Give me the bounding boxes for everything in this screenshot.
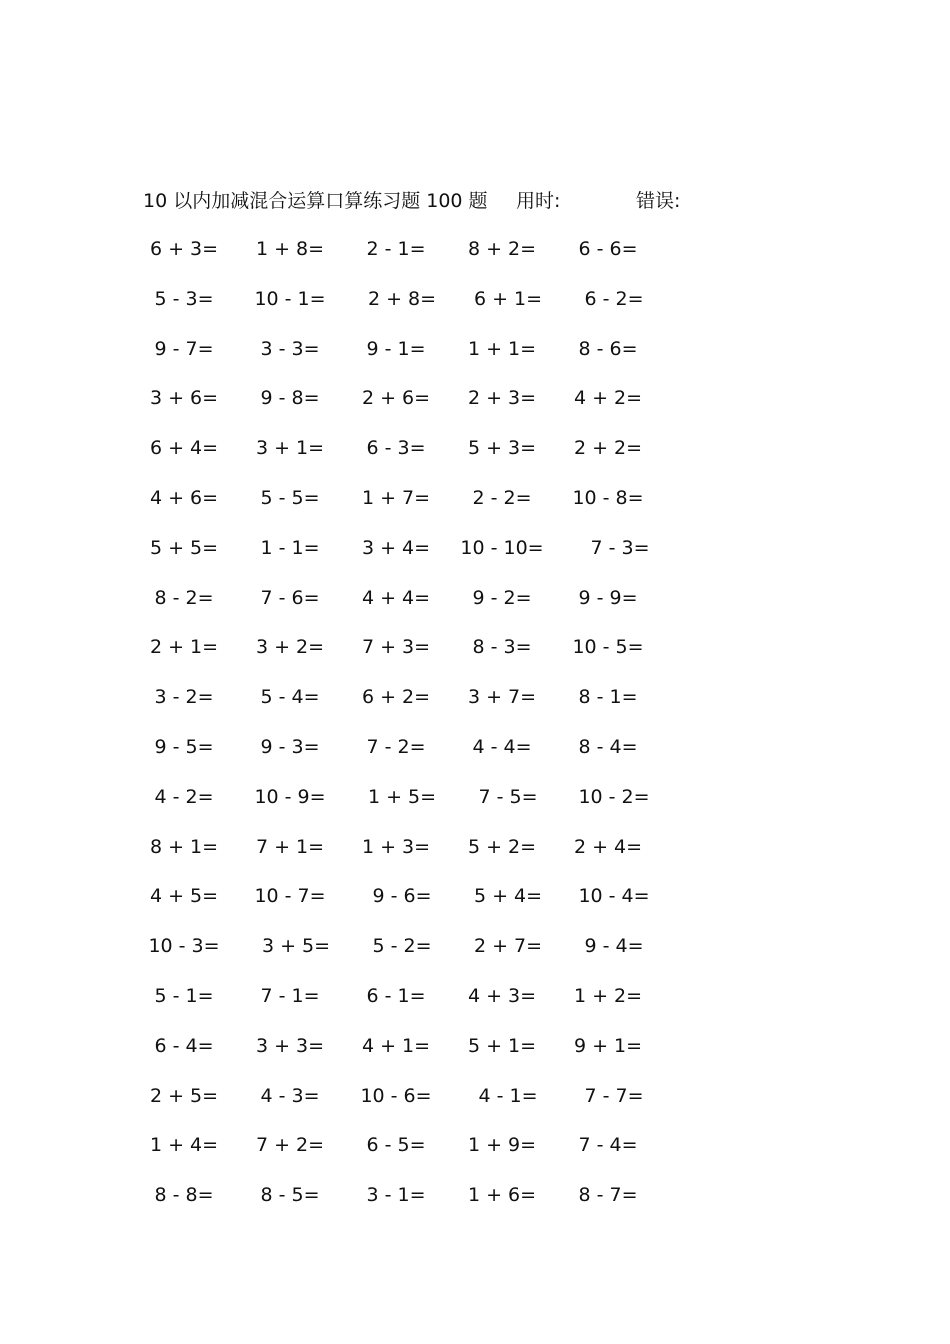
problem-item: 6 - 4= xyxy=(154,1034,214,1057)
problem-item: 7 + 3= xyxy=(361,636,431,659)
problem-row xyxy=(0,1177,950,1227)
problem-item: 9 - 3= xyxy=(260,735,320,758)
problem-item: 4 - 4= xyxy=(472,735,532,758)
problem-item: 10 - 2= xyxy=(578,785,650,808)
problem-item: 6 + 3= xyxy=(149,238,219,260)
problem-item: 9 - 1= xyxy=(366,337,426,360)
problem-grid xyxy=(0,231,950,1227)
problem-item: 7 + 1= xyxy=(255,835,325,858)
problem-item: 2 + 5= xyxy=(149,1084,219,1107)
problem-item: 6 + 4= xyxy=(149,437,219,460)
problem-row xyxy=(0,829,950,879)
problem-item: 5 - 2= xyxy=(372,935,432,958)
problem-item: 10 - 3= xyxy=(148,935,220,958)
problem-item: 2 + 7= xyxy=(473,935,543,958)
problem-row xyxy=(0,729,950,779)
problem-item: 1 + 6= xyxy=(467,1184,537,1207)
problem-item: 10 - 8= xyxy=(572,486,644,509)
problem-row xyxy=(0,331,950,381)
problem-item: 9 - 7= xyxy=(154,337,214,360)
problem-row xyxy=(0,629,950,679)
problem-row xyxy=(0,1028,950,1078)
problem-item: 10 - 1= xyxy=(254,287,326,310)
problem-item: 3 - 3= xyxy=(260,337,320,360)
problem-item: 10 - 5= xyxy=(572,636,644,659)
problem-item: 1 + 4= xyxy=(149,1134,219,1157)
problem-item: 2 + 6= xyxy=(361,387,431,410)
problem-item: 8 - 4= xyxy=(578,735,638,758)
problem-row xyxy=(0,1127,950,1177)
problem-item: 1 + 8= xyxy=(255,238,325,260)
problem-item: 4 + 5= xyxy=(149,885,219,908)
problem-row xyxy=(0,380,950,430)
problem-item: 2 - 2= xyxy=(472,486,532,509)
problem-row xyxy=(0,530,950,580)
problem-item: 5 + 3= xyxy=(467,437,537,460)
problem-item: 5 - 5= xyxy=(260,486,320,509)
problem-row xyxy=(0,580,950,630)
problem-row xyxy=(0,928,950,978)
problem-item: 9 - 8= xyxy=(260,387,320,410)
problem-item: 9 - 6= xyxy=(372,885,432,908)
problem-row xyxy=(0,779,950,829)
problem-item: 6 - 2= xyxy=(584,287,644,310)
problem-row xyxy=(0,430,950,480)
problem-item: 1 + 9= xyxy=(467,1134,537,1157)
problem-item: 4 + 4= xyxy=(361,586,431,609)
problem-row xyxy=(0,480,950,530)
problem-item: 5 - 4= xyxy=(260,686,320,709)
problem-item: 2 + 8= xyxy=(367,287,437,310)
problem-item: 5 + 5= xyxy=(149,536,219,559)
problem-item: 9 - 5= xyxy=(154,735,214,758)
problem-item: 8 - 3= xyxy=(472,636,532,659)
problem-item: 9 - 4= xyxy=(584,935,644,958)
problem-item: 3 + 5= xyxy=(261,935,331,958)
problem-item: 7 - 1= xyxy=(260,984,320,1007)
problem-item: 3 + 7= xyxy=(467,686,537,709)
problem-item: 2 + 2= xyxy=(573,437,643,460)
problem-item: 8 + 2= xyxy=(467,238,537,260)
problem-item: 8 - 2= xyxy=(154,586,214,609)
problem-item: 3 + 4= xyxy=(361,536,431,559)
problem-item: 8 - 1= xyxy=(578,686,638,709)
problem-item: 7 - 6= xyxy=(260,586,320,609)
problem-item: 7 + 2= xyxy=(255,1134,325,1157)
problem-item: 3 - 1= xyxy=(366,1184,426,1207)
problem-item: 7 - 5= xyxy=(478,785,538,808)
problem-item: 3 + 2= xyxy=(255,636,325,659)
worksheet-title: 10 以内加减混合运算口算练习题 100 题 xyxy=(143,190,488,212)
problem-item: 4 + 2= xyxy=(573,387,643,410)
problem-item: 4 - 1= xyxy=(478,1084,538,1107)
problem-item: 6 + 1= xyxy=(473,287,543,310)
problem-item: 3 + 6= xyxy=(149,387,219,410)
problem-item: 7 - 4= xyxy=(578,1134,638,1157)
problem-item: 2 + 1= xyxy=(149,636,219,659)
problem-item: 7 - 2= xyxy=(366,735,426,758)
problem-item: 8 - 5= xyxy=(260,1184,320,1207)
problem-item: 2 - 1= xyxy=(366,238,426,260)
problem-item: 7 - 3= xyxy=(590,536,650,559)
problem-item: 5 - 3= xyxy=(154,287,214,310)
problem-item: 10 - 6= xyxy=(360,1084,432,1107)
problem-item: 1 + 1= xyxy=(467,337,537,360)
problem-item: 4 + 1= xyxy=(361,1034,431,1057)
problem-item: 6 - 3= xyxy=(366,437,426,460)
problem-item: 5 - 1= xyxy=(154,984,214,1007)
problem-item: 6 - 1= xyxy=(366,984,426,1007)
problem-item: 2 + 4= xyxy=(573,835,643,858)
problem-item: 4 + 3= xyxy=(467,984,537,1007)
problem-item: 5 + 2= xyxy=(467,835,537,858)
problem-item: 1 - 1= xyxy=(260,536,320,559)
problem-item: 6 + 2= xyxy=(361,686,431,709)
problem-item: 10 - 9= xyxy=(254,785,326,808)
problem-item: 4 - 2= xyxy=(154,785,214,808)
problem-item: 8 + 1= xyxy=(149,835,219,858)
problem-row xyxy=(0,281,950,331)
problem-row xyxy=(0,231,950,281)
problem-item: 9 + 1= xyxy=(573,1034,643,1057)
problem-item: 5 + 4= xyxy=(473,885,543,908)
problem-item: 8 - 7= xyxy=(578,1184,638,1207)
time-label: 用时: xyxy=(516,190,561,212)
problem-row xyxy=(0,1078,950,1128)
problem-row xyxy=(0,679,950,729)
problem-item: 6 - 5= xyxy=(366,1134,426,1157)
problem-item: 1 + 2= xyxy=(573,984,643,1007)
problem-item: 9 - 9= xyxy=(578,586,638,609)
problem-item: 8 - 8= xyxy=(154,1184,214,1207)
errors-label: 错误: xyxy=(636,190,681,212)
problem-item: 9 - 2= xyxy=(472,586,532,609)
problem-item: 8 - 6= xyxy=(578,337,638,360)
problem-item: 2 + 3= xyxy=(467,387,537,410)
problem-item: 4 - 3= xyxy=(260,1084,320,1107)
problem-item: 3 - 2= xyxy=(154,686,214,709)
problem-item: 6 - 6= xyxy=(578,238,638,260)
problem-row xyxy=(0,978,950,1028)
problem-item: 1 + 7= xyxy=(361,486,431,509)
problem-item: 5 + 1= xyxy=(467,1034,537,1057)
problem-item: 10 - 10= xyxy=(460,536,544,559)
problem-item: 10 - 4= xyxy=(578,885,650,908)
problem-item: 3 + 3= xyxy=(255,1034,325,1057)
problem-row xyxy=(0,878,950,928)
problem-item: 3 + 1= xyxy=(255,437,325,460)
problem-item: 10 - 7= xyxy=(254,885,326,908)
problem-item: 1 + 5= xyxy=(367,785,437,808)
problem-item: 4 + 6= xyxy=(149,486,219,509)
problem-item: 1 + 3= xyxy=(361,835,431,858)
problem-item: 7 - 7= xyxy=(584,1084,644,1107)
